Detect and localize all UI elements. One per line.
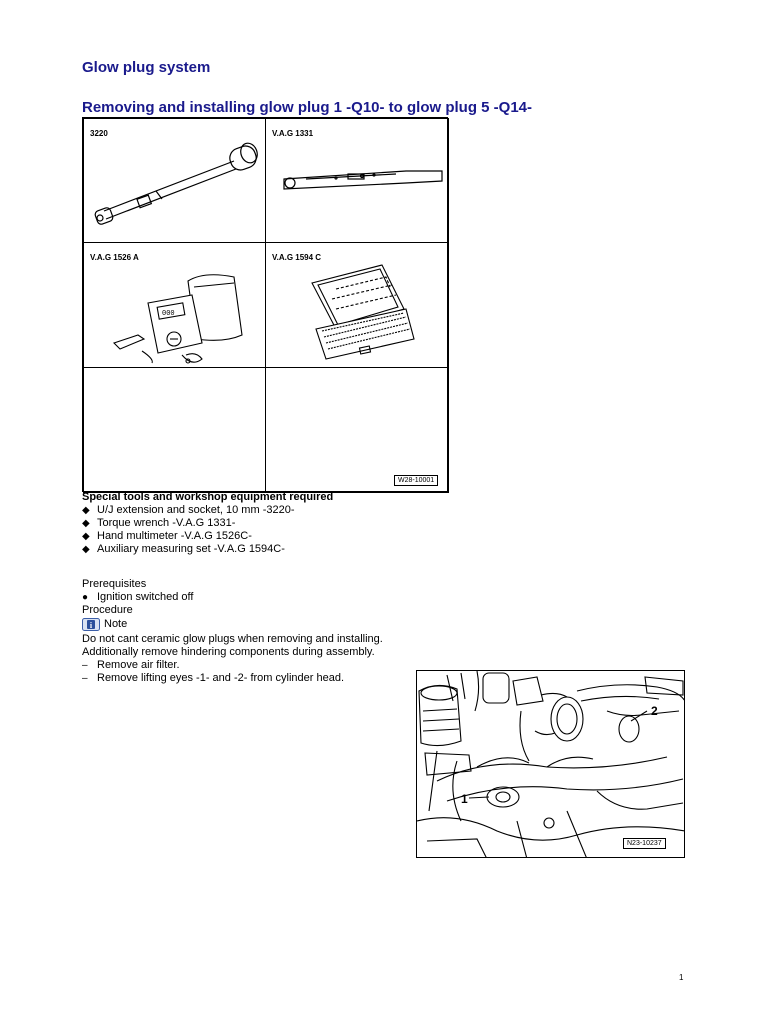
svg-text:i: i <box>89 620 93 630</box>
callout-1: 1 <box>461 792 468 806</box>
note-line: Do not cant ceramic glow plugs when removing and installing. <box>82 633 383 645</box>
svg-text:000: 000 <box>162 310 175 318</box>
diamond-bullet-icon: ◆ <box>82 544 90 555</box>
diamond-bullet-icon: ◆ <box>82 531 90 542</box>
extension-socket-icon <box>84 119 267 244</box>
tool-cell-3220 <box>83 118 266 243</box>
tools-list <box>82 504 294 556</box>
tools-heading: Special tools and workshop equipment required <box>82 491 334 503</box>
section-heading: Glow plug system <box>82 59 211 76</box>
list-item: ◆ Hand multimeter -V.A.G 1526C- <box>82 530 252 542</box>
procedure-body <box>82 633 383 685</box>
note-label: Note <box>104 617 128 630</box>
tool-cell-vag1526a <box>83 242 266 368</box>
tool-cell-vag1331 <box>265 118 449 243</box>
procedure-label: Procedure <box>82 604 133 616</box>
list-item: ◆ Torque wrench -V.A.G 1331- <box>82 517 236 529</box>
procedure-step: – Remove lifting eyes -1- and -2- from cylinder head. <box>82 672 344 684</box>
page-number: 1 <box>679 973 684 982</box>
tool-cell-empty <box>83 367 266 493</box>
engine-illustration <box>417 671 685 858</box>
tool-label: V.A.G 1526 A <box>90 253 139 262</box>
diamond-bullet-icon: ◆ <box>82 505 90 516</box>
prerequisites-label: Prerequisites <box>82 578 147 590</box>
engine-figure <box>416 670 685 858</box>
list-item: ◆ Auxiliary measuring set -V.A.G 1594C- <box>82 543 285 555</box>
tools-figure <box>82 117 448 492</box>
dot-bullet-icon: ● <box>82 592 89 603</box>
list-item: ● Ignition switched off <box>82 591 194 603</box>
tool-label: V.A.G 1594 C <box>272 253 322 262</box>
prerequisites <box>82 578 193 604</box>
callout-2: 2 <box>651 704 658 718</box>
tool-cell-vag1594c <box>265 242 449 368</box>
list-item: ◆ U/J extension and socket, 10 mm -3220- <box>82 504 295 516</box>
tool-label: 3220 <box>90 129 108 138</box>
note-header <box>82 616 127 632</box>
figure-reference: W28-10001 <box>394 475 438 486</box>
tool-label: V.A.G 1331 <box>272 129 314 138</box>
figure-reference: N23-10237 <box>623 838 666 849</box>
diamond-bullet-icon: ◆ <box>82 518 90 529</box>
info-icon <box>82 618 100 631</box>
tool-cell-empty <box>265 367 449 493</box>
page-title: Removing and installing glow plug 1 -Q10- to glow plug 5 -Q14- <box>82 99 533 116</box>
note-line: Additionally remove hindering components during assembly. <box>82 646 375 658</box>
procedure-step: – Remove air filter. <box>82 659 180 671</box>
